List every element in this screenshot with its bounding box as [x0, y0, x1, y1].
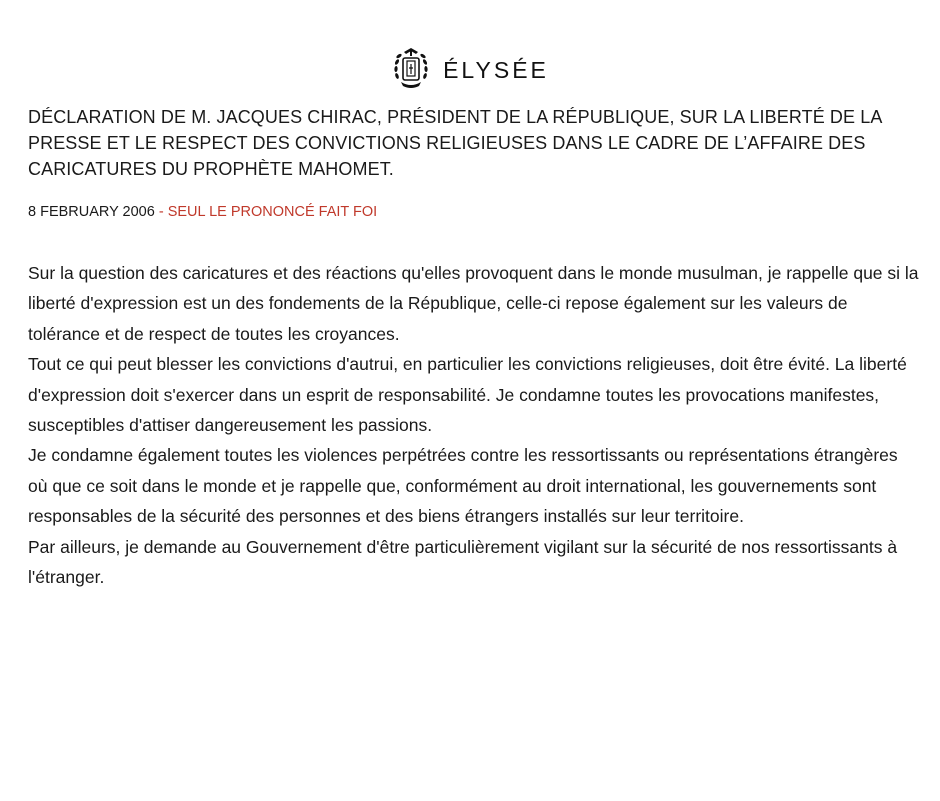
article-meta	[28, 202, 377, 222]
page-title: DÉCLARATION DE M. JACQUES CHIRAC, PRÉSIDENT DE LA RÉPUBLIQUE, SUR LA LIBERTÉ DE LA PRESSE ET LE RESPECT DES CONVICTIONS RELIGIEUSES DANS LE CADRE DE L’AFFAIRE DES CARICATURES DU PROPHÈTE MAHOMET.	[28, 107, 882, 179]
meta-separator: -	[154, 204, 168, 220]
paragraph: Par ailleurs, je demande au Gouvernement d'être particulièrement vigilant sur la sécurité de nos ressortissants à l'étranger.	[28, 536, 898, 588]
disclaimer-note: SEUL LE PRONONCÉ FAIT FOI	[167, 204, 378, 220]
publication-date: 8 FEBRUARY 2006	[28, 204, 155, 220]
paragraph: Tout ce qui peut blesser les convictions d'autrui, en particulier les convictions religieuses, doit être évité. La liberté d'expression doit s'exercer dans un esprit de responsabilité. Je condamne toutes les provocations manifestes, susceptibles d'attiser dangereusement les passions.	[28, 354, 907, 436]
republic-emblem-icon	[391, 46, 431, 90]
article-body	[28, 258, 920, 592]
site-logo[interactable]	[0, 46, 940, 90]
paragraph: Sur la question des caricatures et des réactions qu'elles provoquent dans le monde musulman, je rappelle que si la liberté d'expression est un des fondements de la République, celle-ci repose également sur les valeurs de tolérance et de respect de toutes les croyances.	[28, 263, 919, 344]
paragraph: Je condamne également toutes les violences perpétrées contre les ressortissants ou représentations étrangères où que ce soit dans le monde et je rappelle que, conformément au droit international, les gouvernements sont responsables de la sécurité des personnes et des biens étrangers installés sur leur territoire.	[28, 445, 898, 527]
site-name: ÉLYSÉE	[443, 56, 549, 83]
